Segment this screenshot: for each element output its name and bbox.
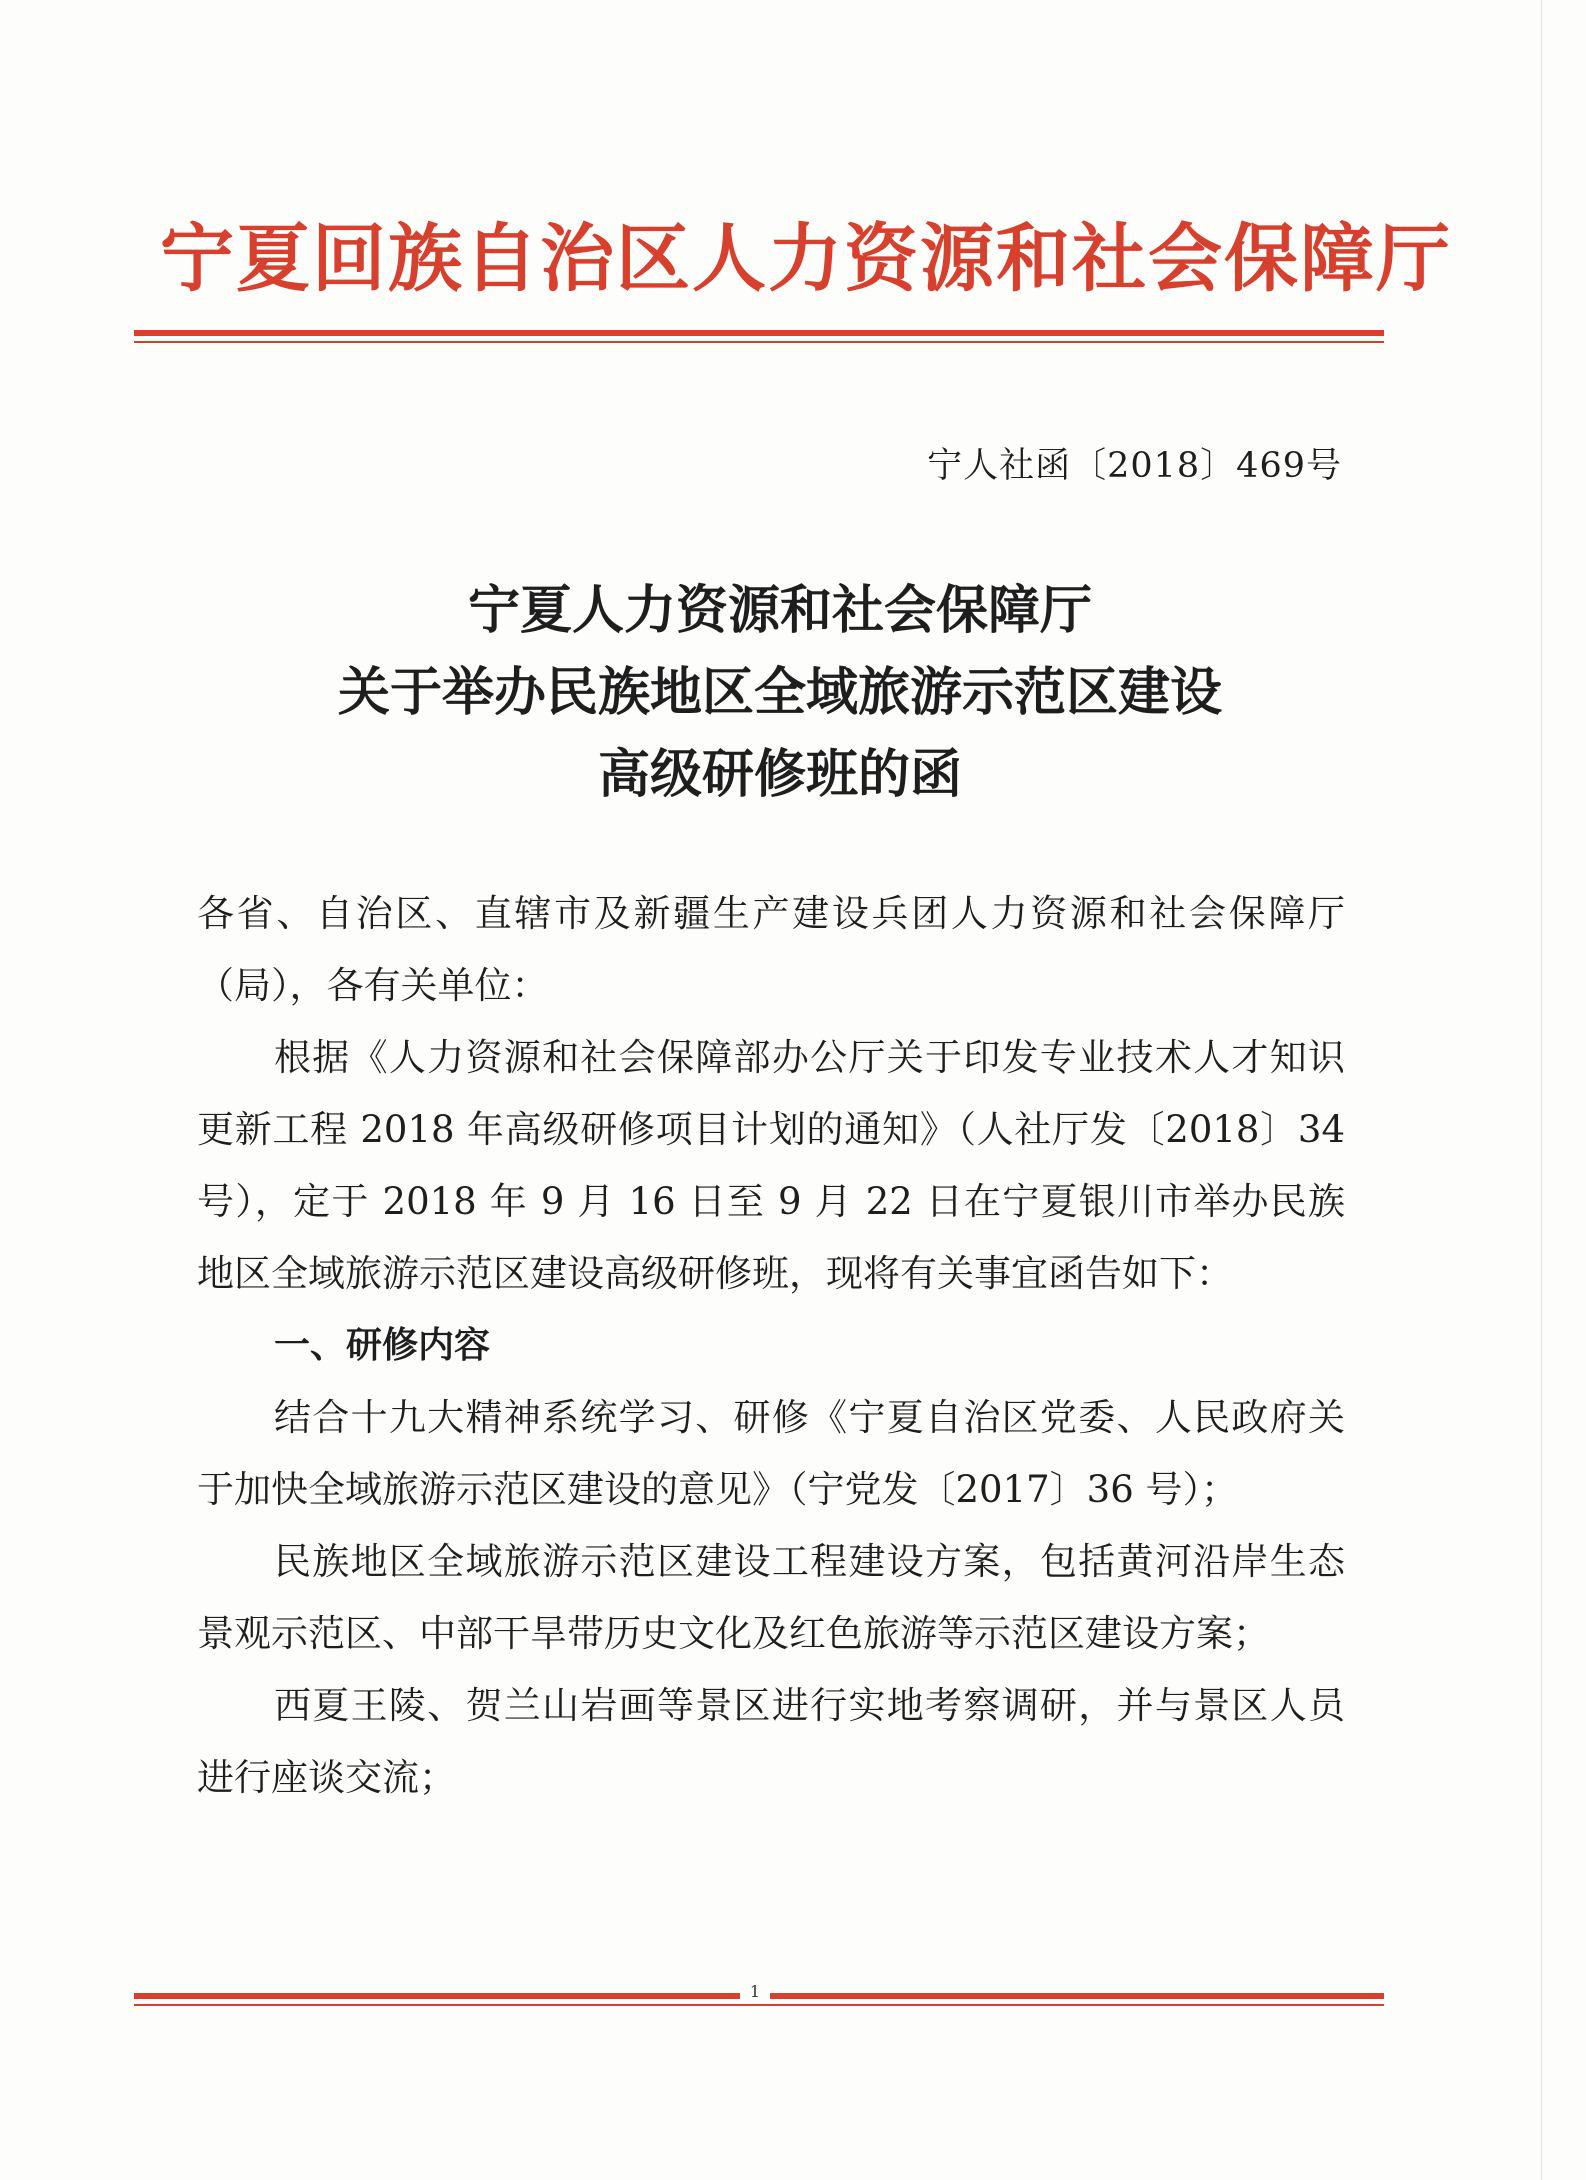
- document-title-line: 高级研修班的函: [597, 744, 962, 805]
- document-title-line: 关于举办民族地区全域旅游示范区建设: [337, 662, 1222, 723]
- letterhead-title: 宁夏回族自治区人力资源和社会保障厅: [160, 216, 1452, 302]
- intro-paragraph: 根据《人力资源和社会保障部办公厅关于印发专业技术人才知识更新工程 2018 年高级研修项目计划的通知》（人社厅发〔2018〕34 号），定于 2018 年 9 月 16 日至 9 月 22 日在宁夏银川市举办民族地区全域旅游示范区建设高级研修班，现将有关事宜函告如下：: [197, 1036, 1345, 1295]
- document-title: [180, 570, 1380, 816]
- section-heading: 一、研修内容: [274, 1325, 491, 1366]
- addressee: 各省、自治区、直辖市及新疆生产建设兵团人力资源和社会保障厅（局），各有关单位：: [197, 892, 1345, 1007]
- section-item: 结合十九大精神系统学习、研修《宁夏自治区党委、人民政府关于加快全域旅游示范区建设的意见》（宁党发〔2017〕36 号）；: [197, 1396, 1345, 1511]
- document-body: [197, 878, 1345, 1814]
- section-item: 西夏王陵、贺兰山岩画等景区进行实地考察调研，并与景区人员进行座谈交流；: [197, 1684, 1345, 1799]
- page-edge: [1541, 0, 1542, 2180]
- page-number: 1: [740, 1982, 770, 2001]
- document-number: 宁人社函〔2018〕469号: [927, 446, 1342, 486]
- document-title-line: 宁夏人力资源和社会保障厅: [467, 580, 1092, 641]
- section-item: 民族地区全域旅游示范区建设工程建设方案，包括黄河沿岸生态景观示范区、中部干旱带历史文化及红色旅游等示范区建设方案；: [197, 1540, 1345, 1655]
- letterhead-rule: [134, 330, 1384, 343]
